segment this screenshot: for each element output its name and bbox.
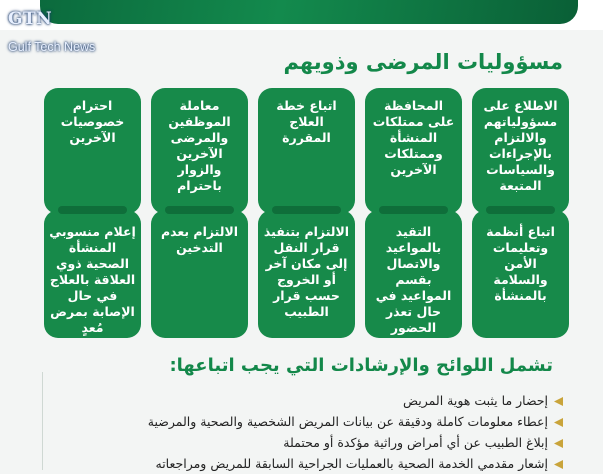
responsibility-column-3	[258, 88, 355, 338]
bullet-arrow-icon	[554, 460, 563, 469]
responsibilities-grid	[43, 88, 569, 338]
top-banner	[40, 0, 578, 24]
bullet-arrow-icon	[554, 418, 563, 427]
responsibility-card-bottom: التقيد بالمواعيد والاتصال بقسم المواعيد في حال تعذر الحضور	[365, 210, 462, 338]
bullet-arrow-icon	[554, 397, 563, 406]
responsibility-card-top: معاملة الموظفين والمرضى الآخرين والزوار باحترام	[151, 88, 248, 214]
responsibility-card-top: احترام خصوصيات الآخرين	[44, 88, 141, 214]
responsibility-card-bottom: الالتزام بتنفيذ قرار النقل إلى مكان آخر أو الخروج حسب قرار الطبيب	[258, 210, 355, 338]
bullet-arrow-icon	[554, 439, 563, 448]
list-item	[43, 390, 563, 411]
watermark-name: Gulf Tech News	[8, 39, 96, 54]
rule-text: إبلاغ الطبيب عن أي أمراض وراثية مؤكدة أو محتملة	[283, 435, 548, 450]
watermark-logo: GTN	[8, 9, 53, 29]
responsibility-card-top: اتباع خطة العلاج المقررة	[258, 88, 355, 214]
list-item	[43, 432, 563, 453]
list-item	[43, 411, 563, 432]
rule-text: إشعار مقدمي الخدمة الصحية بالعمليات الجراحية السابقة للمريض ومراجعاته	[155, 456, 548, 471]
rule-text: إحضار ما يثبت هوية المريض	[402, 393, 548, 408]
responsibility-column-5	[44, 88, 141, 338]
watermark	[8, 10, 95, 54]
responsibility-card-top: الاطلاع على مسؤولياتهم والالتزام بالإجراءات والسياسات المتبعة	[472, 88, 569, 214]
responsibility-card-bottom: الالتزام بعدم التدخين	[151, 210, 248, 338]
responsibility-column-2	[365, 88, 462, 338]
responsibility-card-top: المحافظة على ممتلكات المنشأة وممتلكات الآخرين	[365, 88, 462, 214]
responsibility-card-bottom: اتباع أنظمة وتعليمات الأمن والسلامة بالمنشأة	[472, 210, 569, 338]
responsibility-card-bottom: إعلام منسوبي المنشأة الصحية ذوي العلاقة بالعلاج في حال الإصابة بمرض مُعدٍ	[44, 210, 141, 338]
rules-list	[43, 390, 563, 474]
responsibility-column-1	[472, 88, 569, 338]
section-title: مسؤوليات المرضى وذويهم	[283, 50, 563, 74]
rules-title: تشمل اللوائح والإرشادات التي يجب اتباعها:	[169, 355, 553, 376]
rule-text: إعطاء معلومات كاملة ودقيقة عن بيانات المريض الشخصية والصحية والمرضية	[147, 414, 548, 429]
list-item	[43, 453, 563, 474]
responsibility-column-4	[151, 88, 248, 338]
